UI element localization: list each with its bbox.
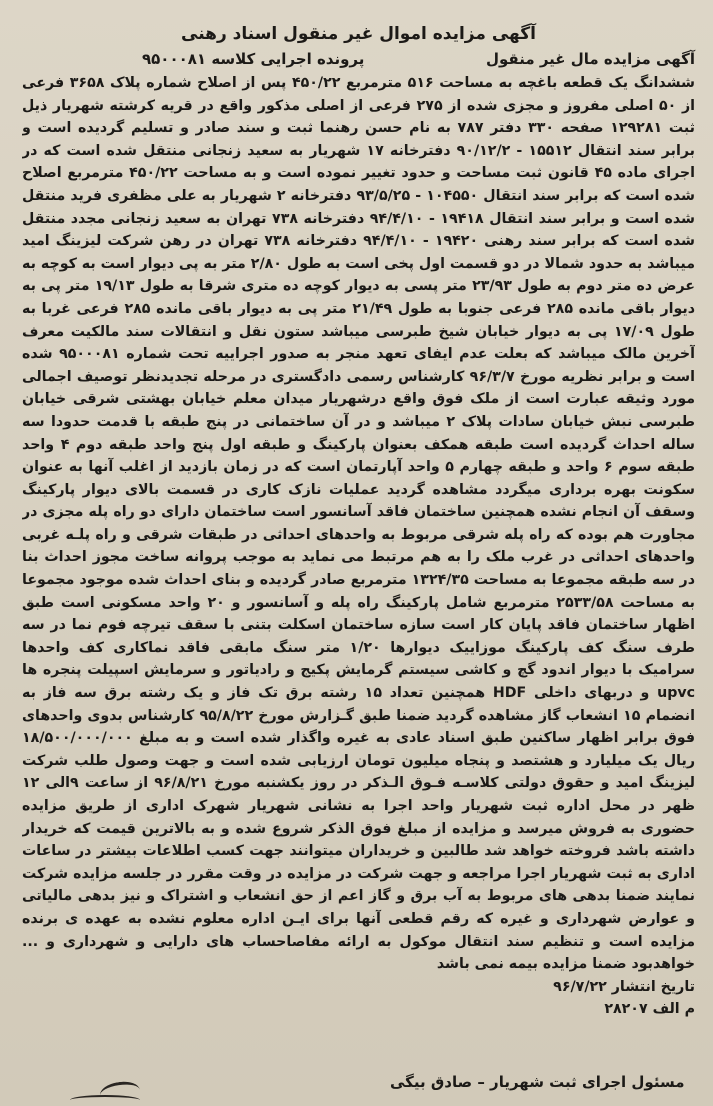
notice-body: ششدانگ یک قطعه باغچه به مساحت ۵۱۶ مترمربع ۴۵۰/۲۲ پس از اصلاح شماره پلاک ۳۶۵۸ فرعی از ۵۰ اصلی مفروز و مجزی شده از ۲۷۵ فرعی از اصلی مذکور واقع در قریه کرشته شهریار ذیل ثبت ۱۲۹۲۸۱ صفحه ۳۳۰ دفتر ۷۸۷ به نام حسن رهنما ثبت و سند صادر و تسلیم گردیده است و برابر سند انتقال ۱۵۵۱۲ - ۹۰/۱۲/۲ دفترخانه ۱۷ شهریار به سعید زنجانی منتقل شده است که در اجرای ماده ۴۵ قانون ثبت مساحت و حدود تغییر نموده است و به مساحت ۴۵۰/۲۲ مترمربع اصلاح شده است که برابر سند انتقال ۱۰۴۵۵۰ - ۹۳/۵/۲۵ دفترخانه ۲ شهریار به علی مظفری فرید منتقل شده است و برابر سند انتقال ۱۹۴۱۸ - ۹۴/۴/۱۰ دفترخانه ۷۳۸ تهران به سعید زنجانی مجدد منتقل شده است که برابر سند رهنی ۱۹۴۲۰ - ۹۴/۴/۱۰ دفترخانه ۷۳۸ تهران در رهن شرکت لیزینگ امید میباشد به حدود شمالا در دو قسمت اول پخی است به طول ۲/۸۰ متر به پی دیوار است به کوچه به عرض ده متر دوم به طول ۲۳/۹۳ متر پسی به دیوار کوچه ده متری شرقا به طول ۱۹/۱۳ متر پی به دیوار باقی مانده ۲۸۵ فرعی جنوبا به طول ۲۱/۴۹ متر پی به دیوار باقی مانده ۲۸۵ فرعی غربا به طول ۱۷/۰۹ پی به دیوار خیابان شیخ طبرسی میباشد ستون نقل و انتقالات سند مالکیت معرف آخرین مالک میباشد که بعلت عدم ایفای تعهد منجر به صدور اجراییه تحت شماره ۹۵۰۰۰۸۱ شده است و برابر نظریه مورخ ۹۶/۳/۷ کارشناس رسمی دادگستری در مرحله تجدیدنظر توصیف اجمالی مورد وثیقه عبارت است از ملک فوق واقع درشهریار میدان معلم خیابان بهشتی شرقی خیابان طبرسی نبش خیابان سادات پلاک ۲ میباشد و در آن ساختمانی در پنج طبقه با قدمت حدودا سه ساله احداث گردیده است طبقه همکف بعنوان پارکینگ و طبقه اول پنج واحد طبقه دوم ۴ واحد طبقه سوم ۶ واحد و طبقه چهارم ۵ واحد آپارتمان است که در زمان بازدید از اغلب آنها به عنوان سکونت بهره برداری میگردد مشاهده گردید عملیات نازک کاری در قسمت بالای دیوار پارکینگ وسقف آن انجام نشده همچنین ساختمان فاقد آسانسور است ساختمان دارای دو راه پله مجزی در مجاورت هم بوده که راه پله شرقی مربوط به واحدهای احداثی در طبقات شرقی و راه پلـه غربی واحدهای احداثی در غرب ملک را به هم مرتبط می نماید به موجب پروانه ساخت مجوز احداث بنا در سه طبقه مجموعا به مساحت ۱۳۲۴/۳۵ مترمربع صادر گردیده و بنای احداث شده موجود مجموعا به مساحت ۲۵۳۳/۵۸ مترمربع شامل پارکینگ راه پله و آسانسور و ۲۰ واحد مسکونی است طبق اظهار ساختمان فاقد پایان کار است سازه ساختمان اسکلت بتنی با سقف تیرچه فوم نما در سه طرف سنگ کف پارکینگ موزاییک دیوارها ۱/۲۰ متر سنگ مابقی فاقد نماکاری کف واحدها سرامیک با دیوار اندود گچ و کاشی سیستم گرمایش پکیج و رادیاتور و سرمایش اسپیلت پنجره ها upvc و دربهای داخلی HDF همچنین تعداد ۱۵ رشته برق تک فاز و یک رشته برق سه فاز به انضمام ۱۵ انشعاب گاز مشاهده گردید ضمنا طبق گـزارش مورخ ۹۵/۸/۲۲ کارشناس بدوی واحدهای فوق برابر اظهار ساکنین طبق اسناد عادی به غیره واگذار شده است و به مبلغ ۱۸/۵۰۰/۰۰۰/۰۰۰ ریال یک میلیارد و هشتصد و پنجاه میلیون تومان ارزیابی شده است و جهت وصول طلب شرکت لیزینگ امید و حقوق دولتی کلاسـه فـوق الـذکر در روز یکشنبه مورخ ۹۶/۸/۲۱ از ساعت ۹الی ۱۲ ظهر در محل اداره ثبت شهریار واحد اجرا به نشانی شهریار شهرک اداری از طریق مزایده حضوری به فروش میرسد و مزایده از مبلغ فوق الذکر شروع شده و به بالاترین قیمت که خریدار داشته باشد فروخته خواهد شد طالبین و خریداران میتوانند جهت کسب اطلاعات بیشتر در ساعات اداری به ثبت شهریار اجرا مراجعه و جهت شرکت در مزایده در وقت مقرر در جلسه مزایده شرکت نمایند ضمنا بدهی های مربوط به آب برق و گاز اعم از حق انشعاب و اشتراک و نیز بدهی مالیاتی و عوارض شهرداری و غیره که رقم قطعی آنها برای ایـن اداره معلوم نشده به عهده ی برنده مزایده است و تنظیم سند انتقال موکول به ارائه مفاصاحساب های دارایی و شهرداری و ... خواهدبود ضمنا مزایده بیمه نمی باشد bbox=[22, 75, 695, 973]
case-number: پرونده اجرایی کلاسه ۹۵۰۰۰۸۱ bbox=[142, 50, 365, 68]
publish-date: تاریخ انتشار ۹۶/۷/۲۲ bbox=[553, 978, 695, 995]
subhead-right: آگهی مزایده مال غیر منقول bbox=[485, 50, 695, 68]
notice-title: آگهی مزایده اموال غیر منقول اسناد رهنی bbox=[181, 24, 536, 44]
stamp-fragment-mark bbox=[70, 1095, 140, 1105]
notice-subhead bbox=[22, 50, 695, 68]
reference-code: م الف ۲۸۲۰۷ bbox=[604, 1000, 695, 1017]
signature-line: مسئول اجرای ثبت شهریار – صادق بیگی bbox=[390, 1073, 685, 1091]
